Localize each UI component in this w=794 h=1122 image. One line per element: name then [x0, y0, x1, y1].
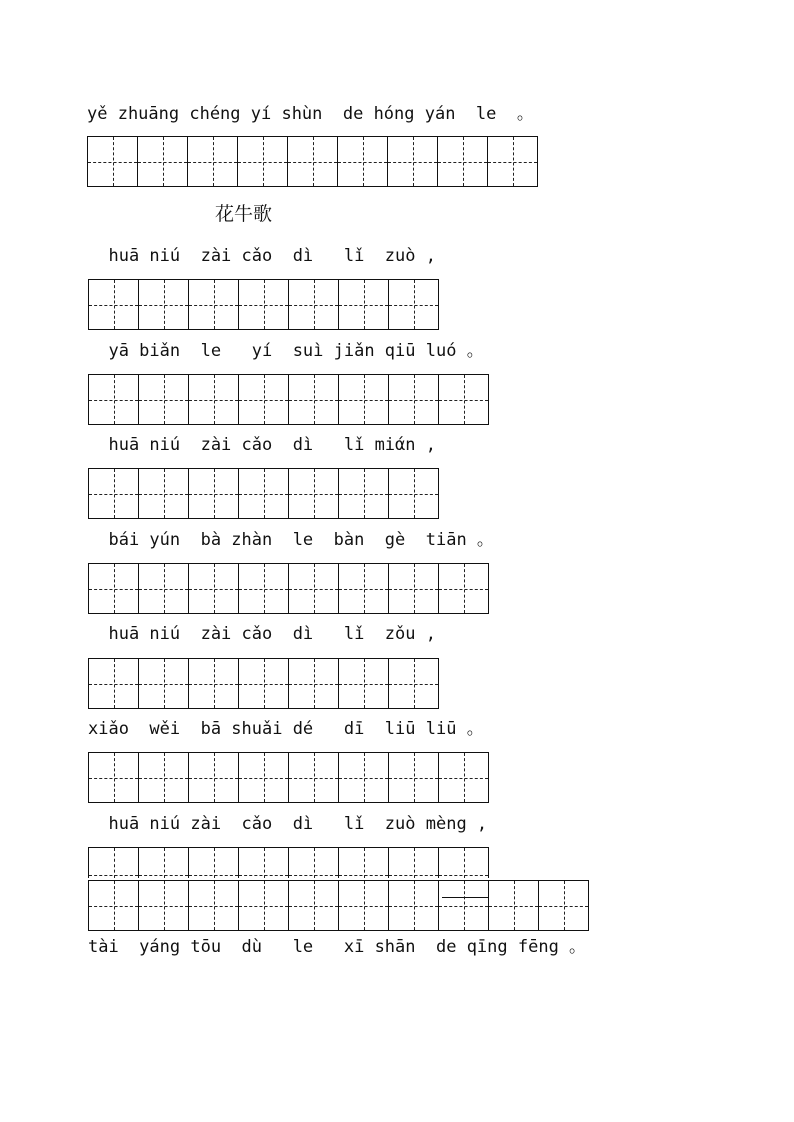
grid-cell[interactable]	[389, 469, 439, 518]
writing-grid-4	[88, 468, 439, 519]
grid-cell[interactable]	[189, 848, 239, 878]
grid-cell[interactable]	[289, 375, 339, 424]
pinyin-line-6: huā niú zài cǎo dì lǐ zǒu ,	[88, 624, 436, 644]
grid-cell[interactable]	[439, 375, 489, 424]
grid-cell[interactable]	[389, 881, 439, 930]
grid-cell[interactable]	[289, 564, 339, 613]
grid-cell[interactable]	[339, 848, 389, 878]
grid-cell[interactable]	[189, 564, 239, 613]
grid-cell[interactable]	[389, 848, 439, 878]
grid-cell[interactable]	[89, 881, 139, 930]
grid-cell[interactable]	[239, 753, 289, 802]
grid-cell[interactable]	[438, 137, 488, 186]
writing-grid-5	[88, 563, 489, 614]
grid-cell[interactable]	[439, 564, 489, 613]
grid-cell[interactable]	[238, 137, 288, 186]
grid-cell[interactable]	[189, 280, 239, 329]
grid-cell[interactable]	[139, 280, 189, 329]
grid-cell[interactable]	[189, 659, 239, 708]
grid-cell[interactable]	[139, 469, 189, 518]
grid-cell[interactable]	[488, 137, 538, 186]
grid-cell[interactable]	[139, 753, 189, 802]
grid-cell[interactable]	[239, 848, 289, 878]
grid-cell[interactable]	[139, 848, 189, 878]
grid-cell[interactable]	[288, 137, 338, 186]
grid-cell[interactable]	[89, 659, 139, 708]
grid-cell[interactable]	[89, 469, 139, 518]
writing-grid-3	[88, 374, 489, 425]
grid-cell[interactable]	[339, 280, 389, 329]
grid-cell[interactable]	[389, 659, 439, 708]
grid-cell[interactable]	[389, 753, 439, 802]
grid-cell[interactable]	[139, 881, 189, 930]
grid-cell[interactable]	[239, 280, 289, 329]
grid-cell[interactable]	[139, 659, 189, 708]
pinyin-line-2: huā niú zài cǎo dì lǐ zuò ,	[88, 246, 436, 266]
grid-cell[interactable]	[339, 375, 389, 424]
grid-cell[interactable]	[88, 137, 138, 186]
grid-cell[interactable]	[89, 564, 139, 613]
grid-cell[interactable]	[289, 848, 339, 878]
grid-cell[interactable]	[439, 848, 489, 878]
grid-cell[interactable]	[189, 753, 239, 802]
writing-grid-7	[88, 752, 489, 803]
grid-cell[interactable]	[489, 881, 539, 930]
grid-cell[interactable]	[89, 848, 139, 878]
pinyin-line-7: xiǎo wěi bā shuǎi dé dī liū liū 。	[88, 719, 484, 739]
pinyin-line-4: huā niú zài cǎo dì lǐ miάn ,	[88, 435, 436, 455]
grid-cell[interactable]	[139, 564, 189, 613]
grid-cell[interactable]	[289, 659, 339, 708]
writing-grid-1	[87, 136, 538, 187]
grid-artifact-line	[442, 897, 488, 898]
grid-cell[interactable]	[239, 659, 289, 708]
grid-cell[interactable]	[289, 753, 339, 802]
writing-grid-8	[88, 847, 489, 878]
grid-cell[interactable]	[89, 375, 139, 424]
grid-cell[interactable]	[339, 881, 389, 930]
grid-cell[interactable]	[139, 375, 189, 424]
writing-grid-6	[88, 658, 439, 709]
grid-cell[interactable]	[339, 659, 389, 708]
grid-cell[interactable]	[239, 469, 289, 518]
poem-title: 花牛歌	[215, 203, 273, 225]
grid-cell[interactable]	[189, 469, 239, 518]
grid-cell[interactable]	[239, 564, 289, 613]
grid-cell[interactable]	[188, 137, 238, 186]
pinyin-line-1: yě zhuāng chéng yí shùn de hóng yán le 。	[87, 104, 534, 124]
grid-cell[interactable]	[388, 137, 438, 186]
grid-cell[interactable]	[289, 881, 339, 930]
grid-cell[interactable]	[138, 137, 188, 186]
writing-grid-9	[88, 880, 589, 931]
grid-cell[interactable]	[189, 881, 239, 930]
grid-cell[interactable]	[339, 564, 389, 613]
writing-grid-2	[88, 279, 439, 330]
pinyin-line-8: huā niú zài cǎo dì lǐ zuò mèng ,	[88, 814, 488, 834]
grid-cell[interactable]	[389, 375, 439, 424]
pinyin-line-5: bái yún bà zhàn le bàn gè tiān 。	[88, 530, 494, 550]
grid-cell[interactable]	[389, 564, 439, 613]
pinyin-line-9: tài yáng tōu dù le xī shān de qīng fēng 。	[88, 937, 587, 957]
grid-cell[interactable]	[439, 881, 489, 930]
grid-cell[interactable]	[339, 469, 389, 518]
grid-cell[interactable]	[239, 375, 289, 424]
grid-cell[interactable]	[539, 881, 589, 930]
grid-cell[interactable]	[289, 280, 339, 329]
pinyin-line-3: yā biǎn le yí suì jiǎn qiū luó 。	[88, 341, 484, 361]
grid-cell[interactable]	[389, 280, 439, 329]
grid-cell[interactable]	[239, 881, 289, 930]
grid-cell[interactable]	[189, 375, 239, 424]
grid-cell[interactable]	[89, 280, 139, 329]
grid-cell[interactable]	[439, 753, 489, 802]
grid-cell[interactable]	[289, 469, 339, 518]
grid-cell[interactable]	[339, 753, 389, 802]
grid-cell[interactable]	[338, 137, 388, 186]
grid-cell[interactable]	[89, 753, 139, 802]
